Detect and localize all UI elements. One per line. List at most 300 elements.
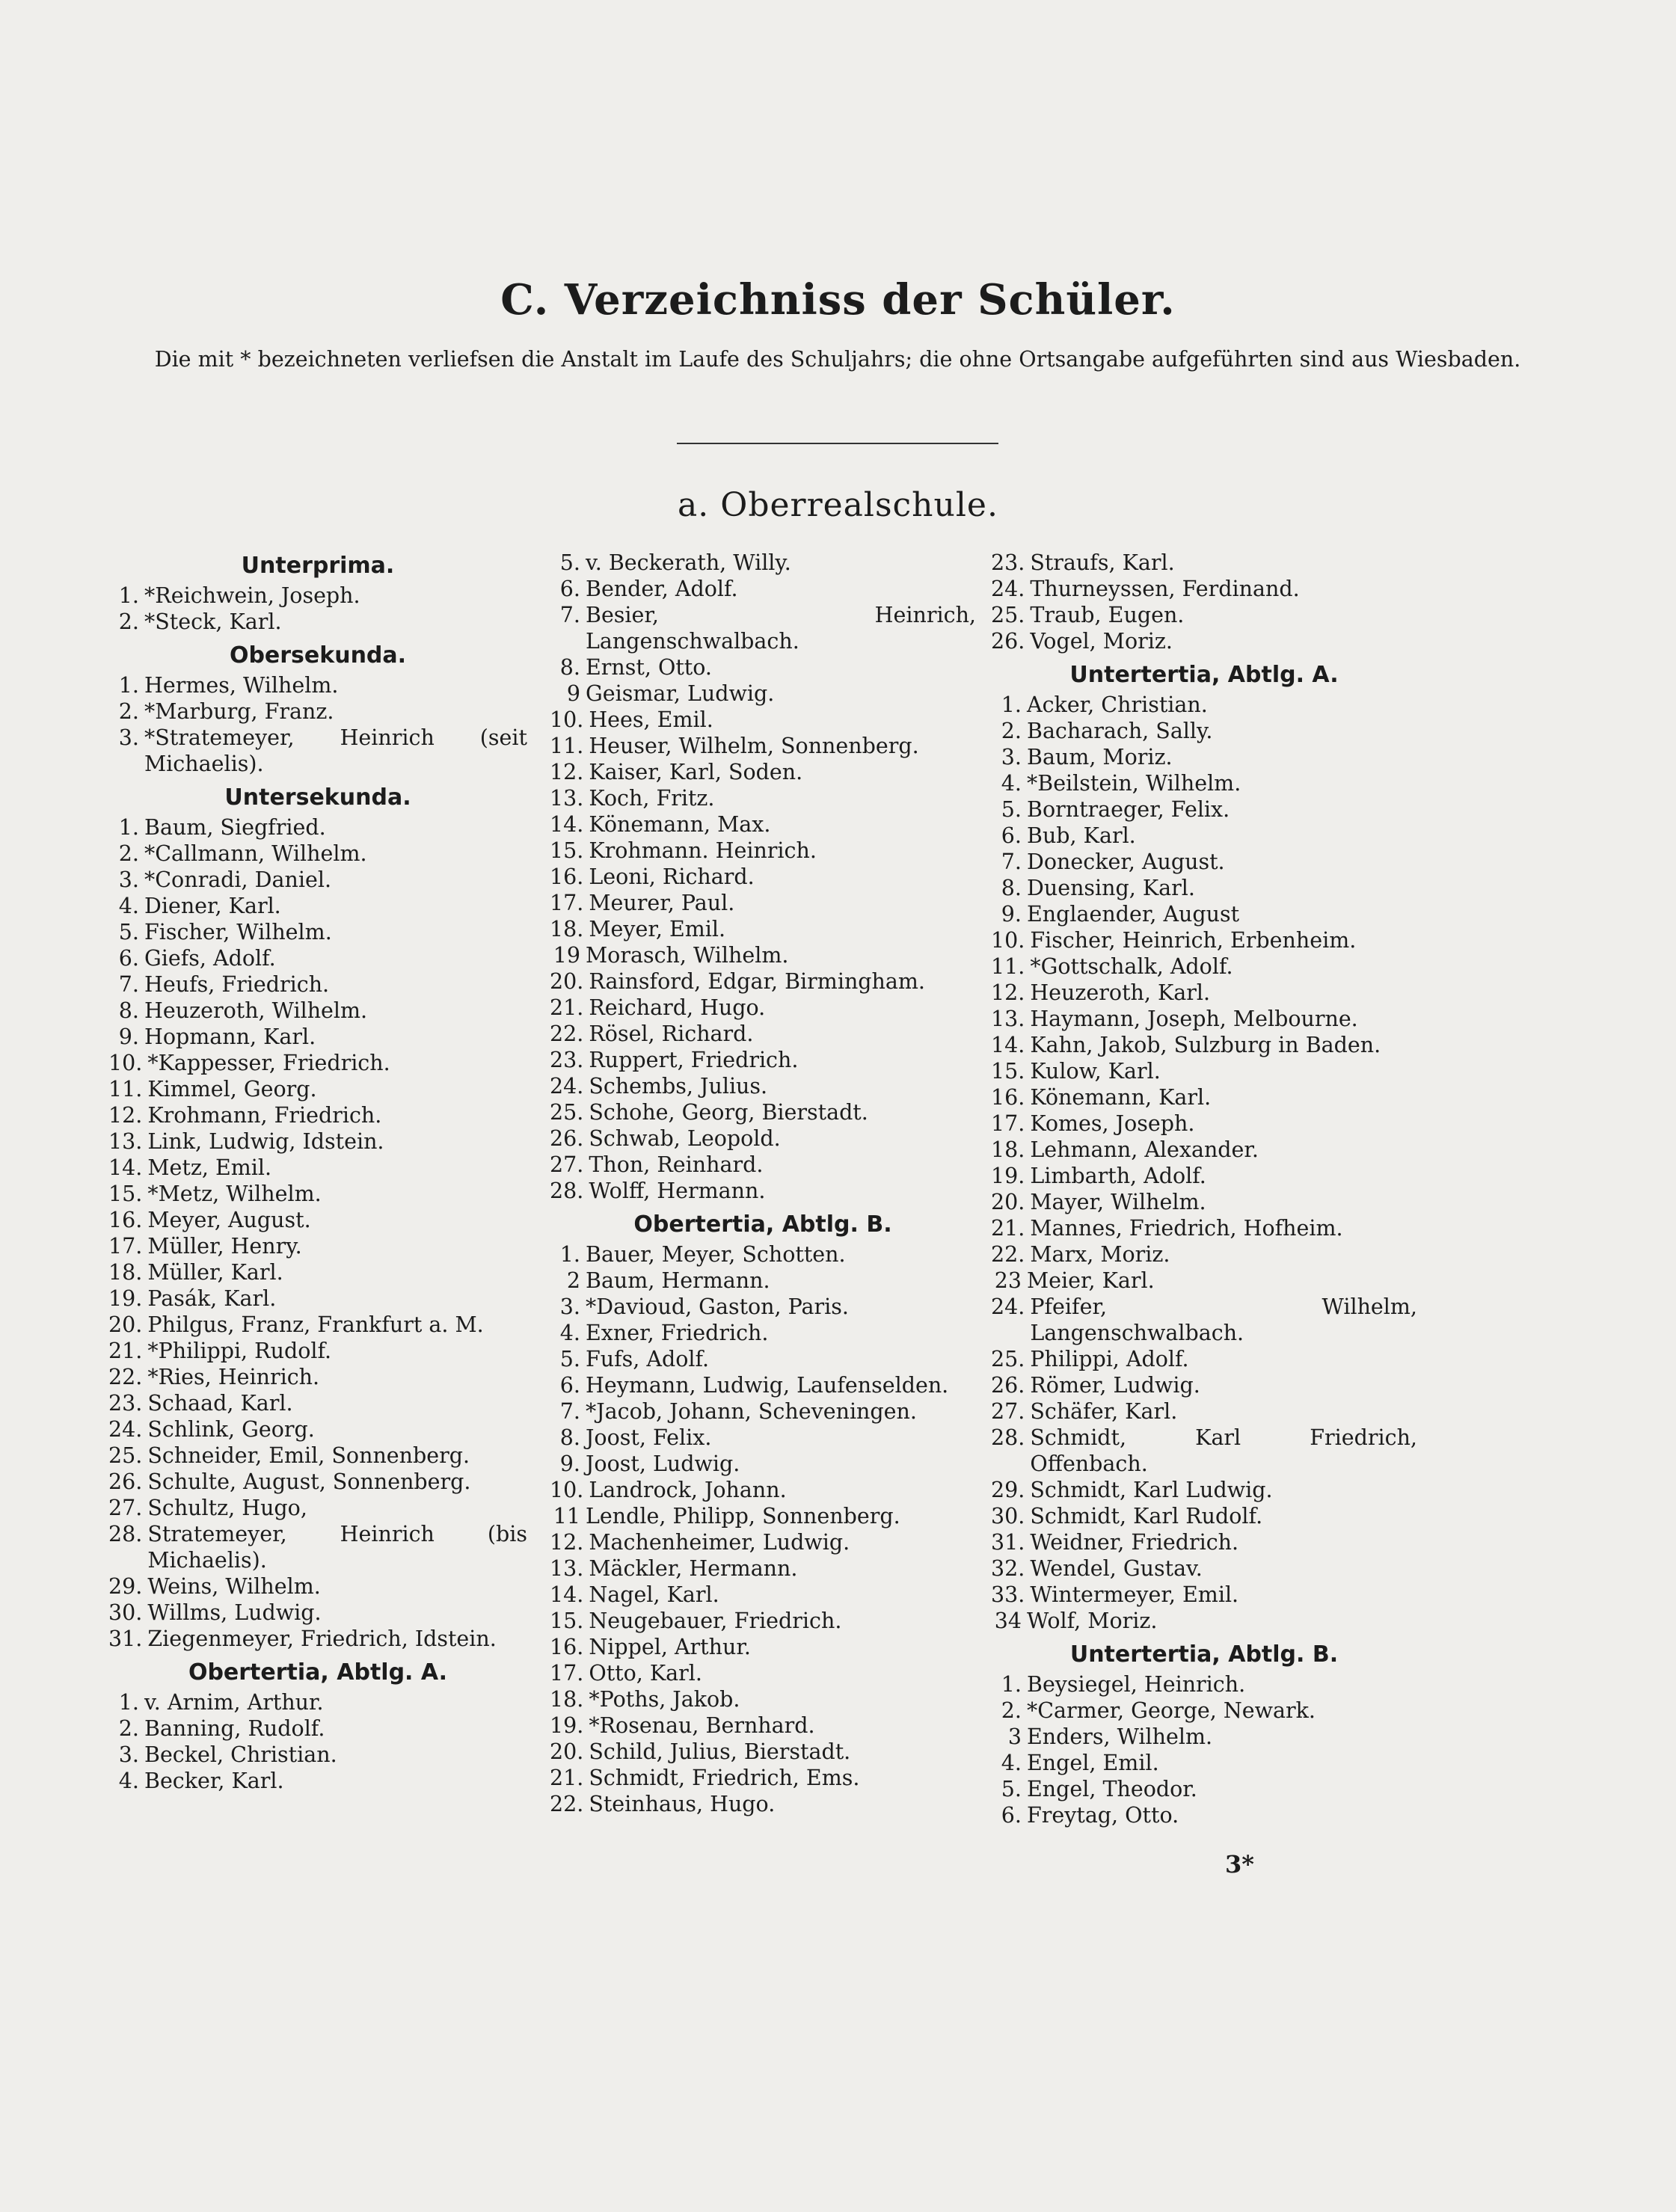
student-entry (550, 1765, 976, 1791)
student-entry (108, 1024, 527, 1050)
student-number: 1. (118, 583, 139, 608)
student-number: 5. (559, 550, 580, 575)
student-entry (550, 1555, 976, 1582)
student-number: 3. (118, 867, 139, 892)
student-entry (108, 1600, 527, 1626)
student-entry (991, 1425, 1417, 1477)
student-name: Koch, Fritz. (589, 786, 715, 811)
student-number: 30. (991, 1504, 1025, 1529)
student-entry (108, 1128, 527, 1155)
student-number: 9. (559, 1451, 580, 1476)
intro-note: Die mit * bezeichneten verliefsen die Anstalt im Laufe des Schuljahrs; die ohne Ortsangabe aufgeführten sind aus Wiesbaden. (154, 347, 1521, 372)
student-number: 7. (118, 972, 139, 997)
student-number: 4. (559, 1321, 580, 1345)
student-name: Kulow, Karl. (1030, 1059, 1161, 1084)
student-number: 22. (108, 1365, 143, 1389)
student-column-1 (108, 550, 527, 1866)
student-name: Philippi, Adolf. (1030, 1347, 1189, 1371)
student-entry (108, 1469, 527, 1495)
student-entry (108, 1768, 527, 1794)
student-name: Beysiegel, Heinrich. (1027, 1672, 1246, 1697)
student-entry (108, 1715, 527, 1742)
student-entry (550, 1152, 976, 1178)
student-name: Engel, Theodor. (1027, 1777, 1197, 1801)
student-entry (108, 1390, 527, 1416)
student-number: 5. (118, 920, 139, 944)
student-number: 26. (550, 1126, 584, 1151)
student-name: Bender, Adolf. (586, 577, 738, 601)
student-name: Vogel, Moriz. (1030, 629, 1173, 654)
student-number: 8. (118, 998, 139, 1023)
student-entry (550, 576, 976, 602)
student-entry (991, 1215, 1417, 1241)
student-number: 1. (559, 1242, 580, 1267)
student-number: 15. (550, 838, 584, 863)
student-entry (550, 785, 976, 811)
student-number: 6. (118, 946, 139, 971)
student-entry (991, 823, 1417, 849)
student-number: 9. (1001, 902, 1022, 927)
student-name: Mäckler, Hermann. (589, 1556, 798, 1581)
student-entry (550, 1268, 976, 1294)
student-entry (991, 1398, 1417, 1425)
student-name: Weins, Wilhelm. (147, 1574, 321, 1599)
student-name: *Jacob, Johann, Scheveningen. (586, 1399, 917, 1424)
student-name: Banning, Rudolf. (144, 1716, 325, 1741)
student-entry (108, 1573, 527, 1600)
student-number: 31. (108, 1626, 143, 1651)
student-name: Beckel, Christian. (144, 1742, 337, 1767)
student-number: 18. (550, 1687, 584, 1712)
student-number: 10. (550, 1478, 584, 1502)
student-name: Leoni, Richard. (589, 864, 755, 889)
student-entry (108, 945, 527, 971)
class-heading: Untertertia, Abtlg. A. (1069, 662, 1339, 688)
student-number: 14. (550, 812, 584, 837)
student-number: 24. (991, 1294, 1025, 1319)
student-number: 21. (991, 1216, 1025, 1241)
school-heading: a. Oberrealschule. (678, 486, 998, 524)
student-number: 18. (108, 1260, 143, 1285)
student-name: Haymann, Joseph, Melbourne. (1030, 1007, 1358, 1031)
student-entry (991, 1503, 1417, 1529)
student-number: 14. (108, 1155, 143, 1180)
student-number: 15. (550, 1609, 584, 1633)
divider-rule (677, 443, 998, 444)
student-name: *Beilstein, Wilhelm. (1027, 771, 1241, 796)
student-number: 25. (991, 1347, 1025, 1371)
student-entry (550, 1073, 976, 1099)
student-name: Schild, Julius, Bierstadt. (589, 1739, 851, 1764)
student-entry (108, 867, 527, 893)
student-entry (550, 1346, 976, 1372)
student-name: Willms, Ludwig. (147, 1600, 322, 1625)
student-entry (108, 1312, 527, 1338)
student-entry (550, 1320, 976, 1346)
student-number: 13. (550, 786, 584, 811)
student-number: 22. (550, 1792, 584, 1816)
student-entry (550, 1294, 976, 1320)
student-entry (108, 1050, 527, 1076)
student-entry (108, 1443, 527, 1469)
student-number: 8. (559, 1425, 580, 1450)
student-entry (991, 1189, 1417, 1215)
student-entry (108, 1207, 527, 1233)
student-number: 4. (118, 1769, 139, 1793)
student-number: 15. (108, 1182, 143, 1206)
student-number: 19 (553, 943, 580, 968)
student-entry (991, 1671, 1417, 1698)
student-entry (550, 1582, 976, 1608)
student-name: Wolff, Hermann. (589, 1179, 766, 1203)
student-entry (991, 1346, 1417, 1372)
student-name: Baum, Moriz. (1027, 745, 1173, 769)
student-entry (108, 919, 527, 945)
student-name: Baum, Siegfried. (144, 815, 326, 840)
student-entry (991, 1110, 1417, 1137)
student-entry (550, 733, 976, 759)
student-entry (550, 811, 976, 838)
student-number: 3 (1007, 1724, 1022, 1749)
student-number: 20. (550, 1739, 584, 1764)
student-name: Geismar, Ludwig. (586, 681, 775, 706)
student-entry (108, 1076, 527, 1102)
student-number: 13. (108, 1129, 143, 1154)
student-name: *Carmer, George, Newark. (1027, 1698, 1316, 1723)
class-heading: Obertertia, Abtlg. A. (188, 1659, 448, 1686)
student-name: Limbarth, Adolf. (1030, 1164, 1206, 1188)
student-entry (991, 1137, 1417, 1163)
student-name: Mayer, Wilhelm. (1030, 1190, 1206, 1214)
student-name: Könemann, Max. (589, 812, 771, 837)
student-entry (550, 1178, 976, 1204)
student-number: 13. (550, 1556, 584, 1581)
student-number: 32. (991, 1556, 1025, 1581)
student-number: 8. (1001, 876, 1022, 900)
student-name: Ernst, Otto. (586, 655, 712, 680)
student-name: Lehmann, Alexander. (1030, 1137, 1259, 1162)
student-number: 23 (994, 1268, 1022, 1293)
student-name: *Davioud, Gaston, Paris. (586, 1294, 849, 1319)
student-entry (550, 864, 976, 890)
student-entry (991, 1529, 1417, 1555)
student-name: Otto, Karl. (589, 1661, 702, 1686)
student-name: *Marburg, Franz. (144, 699, 334, 724)
student-number: 4. (118, 894, 139, 918)
student-entry (991, 692, 1417, 718)
student-entry (991, 576, 1417, 602)
student-number: 25. (108, 1443, 143, 1468)
student-entry (550, 1791, 976, 1817)
student-number: 11 (553, 1504, 580, 1529)
student-entry (550, 602, 976, 654)
student-entry (108, 1626, 527, 1652)
student-entry (550, 1125, 976, 1152)
student-number: 12. (550, 1530, 584, 1555)
student-name: Schaad, Karl. (147, 1391, 293, 1416)
student-entry (108, 1181, 527, 1207)
student-name: Ruppert, Friedrich. (589, 1048, 799, 1072)
student-entry (991, 602, 1417, 628)
student-name: Englaender, August (1027, 902, 1240, 927)
student-name: Steinhaus, Hugo. (589, 1792, 776, 1816)
student-number: 16. (108, 1208, 143, 1232)
student-number: 5. (1001, 797, 1022, 822)
student-name: Pfeifer, Wilhelm, Langenschwalbach. (1030, 1294, 1417, 1345)
student-number: 20. (991, 1190, 1025, 1214)
student-number: 3. (118, 1742, 139, 1767)
student-entry (108, 814, 527, 841)
student-number: 28. (991, 1425, 1025, 1450)
student-entry (550, 942, 976, 968)
student-name: *Metz, Wilhelm. (147, 1182, 322, 1206)
student-entry (550, 1712, 976, 1739)
student-name: v. Beckerath, Willy. (586, 550, 791, 575)
student-number: 7. (559, 1399, 580, 1424)
student-entry (550, 1372, 976, 1398)
student-entry (550, 1529, 976, 1555)
student-name: Schneider, Emil, Sonnenberg. (147, 1443, 470, 1468)
student-name: Fufs, Adolf. (586, 1347, 710, 1371)
student-name: Bauer, Meyer, Schotten. (586, 1242, 846, 1267)
student-name: Schembs, Julius. (589, 1074, 768, 1099)
student-name: v. Arnim, Arthur. (144, 1690, 324, 1715)
page-title: C. Verzeichniss der Schüler. (500, 275, 1176, 325)
student-number: 11. (991, 954, 1025, 979)
student-name: *Conradi, Daniel. (144, 867, 332, 892)
student-entry (550, 1425, 976, 1451)
student-number: 19. (991, 1164, 1025, 1188)
student-number: 2. (118, 1716, 139, 1741)
student-number: 4. (1001, 1751, 1022, 1775)
student-name: Schmidt, Karl Rudolf. (1030, 1504, 1263, 1529)
student-entry (108, 1285, 527, 1312)
student-number: 10. (550, 707, 584, 732)
student-number: 34 (994, 1609, 1022, 1633)
student-entry (108, 1338, 527, 1364)
student-name: Römer, Ludwig. (1030, 1373, 1200, 1398)
student-entry (991, 1698, 1417, 1724)
student-name: Giefs, Adolf. (144, 946, 276, 971)
student-number: 24. (108, 1417, 143, 1442)
student-number: 7. (559, 603, 580, 627)
student-entry (991, 718, 1417, 744)
student-name: Fischer, Wilhelm. (144, 920, 332, 944)
student-number: 13. (991, 1007, 1025, 1031)
student-number: 2. (1001, 1698, 1022, 1723)
student-entry (550, 654, 976, 681)
student-entry (108, 971, 527, 998)
student-entry (991, 628, 1417, 654)
student-name: Thon, Reinhard. (589, 1152, 764, 1177)
student-name: Meyer, August. (147, 1208, 311, 1232)
student-number: 22. (550, 1021, 584, 1046)
student-number: 5. (559, 1347, 580, 1371)
student-number: 18. (550, 917, 584, 941)
student-number: 1. (1001, 692, 1022, 717)
student-name: Nagel, Karl. (589, 1582, 719, 1607)
student-number: 16. (991, 1085, 1025, 1110)
student-name: *Ries, Heinrich. (147, 1365, 320, 1389)
student-name: Pasák, Karl. (147, 1286, 277, 1311)
student-number: 16. (550, 864, 584, 889)
student-number: 1. (118, 1690, 139, 1715)
student-name: Hopmann, Karl. (144, 1024, 316, 1049)
student-entry (108, 1364, 527, 1390)
student-entry (550, 1503, 976, 1529)
student-entry (991, 1163, 1417, 1189)
student-number: 30. (108, 1600, 143, 1625)
student-entry (108, 893, 527, 919)
student-number: 6. (559, 577, 580, 601)
student-number: 12. (991, 980, 1025, 1005)
student-name: Lendle, Philipp, Sonnenberg. (586, 1504, 900, 1529)
student-name: Schlink, Georg. (147, 1417, 315, 1442)
student-number: 27. (108, 1496, 143, 1520)
student-number: 2. (1001, 719, 1022, 743)
student-entry (108, 583, 527, 609)
student-entry (108, 1102, 527, 1128)
student-name: Reichard, Hugo. (589, 995, 766, 1020)
student-column-3 (991, 550, 1417, 1866)
student-name: Nippel, Arthur. (589, 1635, 751, 1659)
student-entry (550, 1739, 976, 1765)
student-name: Straufs, Karl. (1030, 550, 1175, 575)
student-entry (991, 1241, 1417, 1268)
student-number: 28. (108, 1522, 143, 1546)
class-heading: Unterprima. (241, 553, 395, 579)
student-entry (108, 672, 527, 698)
student-name: *Gottschalk, Adolf. (1030, 954, 1233, 979)
student-number: 3. (559, 1294, 580, 1319)
student-entry (108, 1416, 527, 1443)
student-entry (550, 968, 976, 995)
student-name: Schäfer, Karl. (1030, 1399, 1178, 1424)
student-number: 25. (550, 1100, 584, 1125)
student-entry (991, 1582, 1417, 1608)
student-number: 27. (991, 1399, 1025, 1424)
student-number: 23. (550, 1048, 584, 1072)
student-number: 29. (991, 1478, 1025, 1502)
student-name: *Steck, Karl. (144, 609, 282, 634)
student-name: Machenheimer, Ludwig. (589, 1530, 850, 1555)
student-name: Marx, Moriz. (1030, 1242, 1170, 1267)
student-number: 21. (550, 1766, 584, 1790)
student-name: Borntraeger, Felix. (1027, 797, 1230, 822)
student-number: 9. (118, 1024, 139, 1049)
student-number: 25. (991, 603, 1025, 627)
student-name: Schwab, Leopold. (589, 1126, 781, 1151)
student-number: 23. (991, 550, 1025, 575)
student-name: Müller, Henry. (147, 1234, 302, 1259)
student-number: 5. (1001, 1777, 1022, 1801)
student-number: 6. (559, 1373, 580, 1398)
student-entry (108, 998, 527, 1024)
student-name: Donecker, August. (1027, 850, 1225, 874)
student-name: Metz, Emil. (147, 1155, 272, 1180)
student-entry (550, 1477, 976, 1503)
student-entry (991, 1555, 1417, 1582)
student-number: 1. (1001, 1672, 1022, 1697)
student-name: Morasch, Wilhelm. (586, 943, 789, 968)
student-entry (108, 1155, 527, 1181)
student-name: *Kappesser, Friedrich. (147, 1051, 390, 1075)
student-name: Heufs, Friedrich. (144, 972, 330, 997)
student-name: Link, Ludwig, Idstein. (147, 1129, 384, 1154)
student-name: *Callmann, Wilhelm. (144, 841, 367, 866)
student-number: 3. (1001, 745, 1022, 769)
student-name: *Rosenau, Bernhard. (589, 1713, 815, 1738)
student-name: Baum, Hermann. (586, 1268, 770, 1293)
student-name: Heuzeroth, Karl. (1030, 980, 1211, 1005)
student-number: 17. (108, 1234, 143, 1259)
student-entry (991, 953, 1417, 980)
student-entry (550, 1047, 976, 1073)
student-name: Kaiser, Karl, Soden. (589, 760, 803, 784)
student-name: Neugebauer, Friedrich. (589, 1609, 842, 1633)
student-entry (550, 995, 976, 1021)
student-name: Stratemeyer, Heinrich (bis Michaelis). (147, 1522, 527, 1573)
student-entry (991, 796, 1417, 823)
student-entry (550, 1021, 976, 1047)
student-name: Thurneyssen, Ferdinand. (1030, 577, 1300, 601)
student-number: 1. (118, 673, 139, 698)
student-entry (991, 1372, 1417, 1398)
student-name: Krohmann. Heinrich. (589, 838, 817, 863)
student-entry (991, 744, 1417, 770)
student-name: Schohe, Georg, Bierstadt. (589, 1100, 868, 1125)
student-name: Weidner, Friedrich. (1030, 1530, 1239, 1555)
student-number: 33. (991, 1582, 1025, 1607)
student-number: 19. (108, 1286, 143, 1311)
student-entry (550, 1634, 976, 1660)
student-entry (550, 1451, 976, 1477)
student-number: 21. (108, 1339, 143, 1363)
student-entry (550, 1686, 976, 1712)
student-entry (108, 609, 527, 635)
student-entry (108, 1233, 527, 1259)
student-entry (550, 550, 976, 576)
page-marker: 3* (1225, 1850, 1254, 1878)
student-number: 23. (108, 1391, 143, 1416)
student-column-2 (550, 550, 976, 1866)
student-name: Mannes, Friedrich, Hofheim. (1030, 1216, 1343, 1241)
student-entry (991, 1477, 1417, 1503)
student-number: 4. (1001, 771, 1022, 796)
student-number: 20. (108, 1312, 143, 1337)
student-entry (550, 838, 976, 864)
student-number: 17. (550, 891, 584, 915)
student-name: Kahn, Jakob, Sulzburg in Baden. (1030, 1033, 1381, 1057)
student-name: Ziegenmeyer, Friedrich, Idstein. (147, 1626, 497, 1651)
student-entry (550, 1099, 976, 1125)
student-number: 2 (566, 1268, 580, 1293)
student-name: Joost, Felix. (586, 1425, 712, 1450)
student-number: 14. (991, 1033, 1025, 1057)
student-entry (991, 1776, 1417, 1802)
student-number: 11. (108, 1077, 143, 1102)
student-name: *Stratemeyer, Heinrich (seit Michaelis). (144, 725, 527, 776)
student-number: 27. (550, 1152, 584, 1177)
student-name: Müller, Karl. (147, 1260, 283, 1285)
student-name: Hermes, Wilhelm. (144, 673, 339, 698)
student-number: 15. (991, 1059, 1025, 1084)
student-entry (108, 1742, 527, 1768)
student-entry (550, 759, 976, 785)
student-number: 10. (108, 1051, 143, 1075)
student-name: Schmidt, Karl Friedrich, Offenbach. (1030, 1425, 1417, 1476)
student-name: Bub, Karl. (1027, 823, 1136, 848)
